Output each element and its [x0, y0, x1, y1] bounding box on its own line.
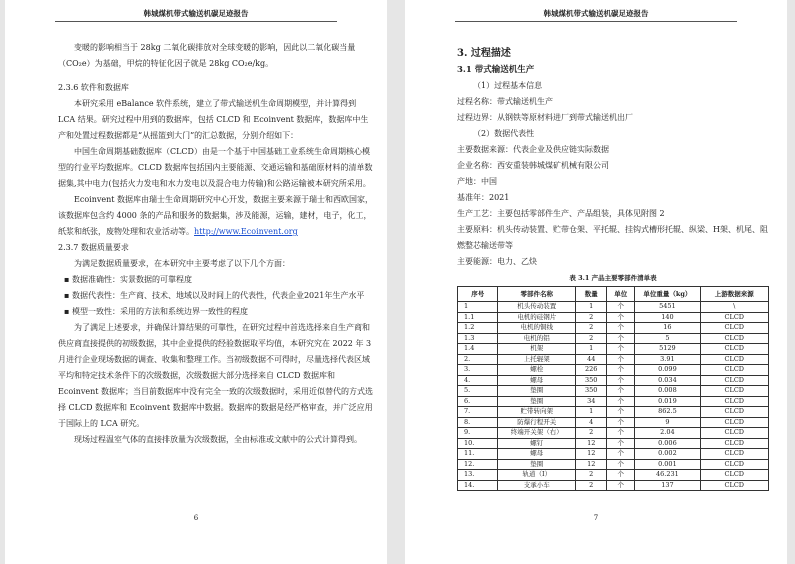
cell-index: 5.: [458, 386, 498, 397]
cell-index: 8.: [458, 417, 498, 428]
cell-source: CLCD: [700, 375, 768, 386]
page-left: [5, 0, 387, 564]
cell-index: 4.: [458, 375, 498, 386]
page-number: 6: [193, 514, 199, 522]
cell-unit: 个: [607, 407, 635, 418]
page-body: [457, 46, 769, 491]
cell-index: 13.: [458, 470, 498, 481]
cell-source: CLCD: [700, 449, 768, 460]
cell-part-name: 终端开关架（右）: [498, 428, 576, 439]
cell-unit: 个: [607, 302, 635, 313]
company-name: 企业名称：西安重装韩城煤矿机械有限公司: [457, 161, 609, 170]
section-heading: 2.3.7 数据质量要求: [58, 243, 129, 252]
clcd-paragraph: 中国生命周期基础数据库（CLCD）由是一个基于中国基础工业系统生命周期核心模型的行业平均数据库。CLCD 数据库包括国内主要能源、交通运输和基础原材料的清单数据集,其中电力(包括火力发电和水力发电以及混合电力传输)和公路运输被本研究所采用。: [58, 147, 373, 188]
cell-index: 14.: [458, 480, 498, 491]
table-row: [458, 459, 769, 470]
cell-weight: 5451: [635, 302, 700, 313]
cell-part-name: 螺栓: [498, 365, 576, 376]
table-row: [458, 333, 769, 344]
col-header-source: 上游数据来源: [700, 287, 768, 302]
origin: 产地：中国: [457, 177, 497, 186]
parts-table-body: [458, 302, 769, 491]
cell-part-name: 电机的硅钢片: [498, 312, 576, 323]
quality-intro: 为满足数据质量要求，在本研究中主要考虑了以下几个方面：: [74, 259, 290, 268]
page-number: 7: [593, 514, 599, 522]
cell-source: CLCD: [700, 428, 768, 439]
table-caption: 表 3.1 产品主要零部件清单表: [569, 274, 657, 282]
cell-weight: 0.006: [635, 438, 700, 449]
cell-unit: 个: [607, 312, 635, 323]
cell-part-name: 机架: [498, 344, 576, 355]
intro-paragraph: 变暖的影响相当于 28kg 二氧化碳排放对全球变暖的影响，因此以二氧化碳当量（CO₂e）为基础，甲烷的特征化因子就是 28kg CO₂e/kg。: [58, 43, 356, 68]
table-row: [458, 344, 769, 355]
cell-quantity: 2: [576, 428, 607, 439]
section-heading: 2.3.6 软件和数据库: [58, 83, 129, 92]
page-right: [405, 0, 787, 564]
cell-unit: 个: [607, 375, 635, 386]
production-tech: 生产工艺：主要包括零部件生产、产品组装，具体见附图 2: [457, 209, 665, 218]
cell-unit: 个: [607, 438, 635, 449]
cell-index: 7.: [458, 407, 498, 418]
cell-weight: 0.099: [635, 365, 700, 376]
cell-quantity: 1: [576, 407, 607, 418]
table-row: [458, 470, 769, 481]
cell-unit: 个: [607, 417, 635, 428]
cell-quantity: 4: [576, 417, 607, 428]
cell-source: CLCD: [700, 407, 768, 418]
cell-weight: 0.019: [635, 396, 700, 407]
quality-body: 为了满足上述要求，并确保计算结果的可靠性，在研究过程中首选选择来自生产商和供应商直接提供的初级数据，其中企业提供的经验数据取平均值，本研究究在 2022 年 3 月进行企业现场数据的调查、收集和整理工作。当初级数据不可得时，尽量选择代表区域平均和特定技术条件下的次级数据，次级数据大部分选择来自 CLCD 数据库和 Ecoinvent 数据库；当目前数据库中没有完全一致的次级数据时，采用近似替代的方式选择 CLCD 数据库和 Ecoinvent 数据库中数据。数据库的数据是经严格审查，并广泛应用于国际上的 LCA 研究。: [58, 323, 374, 428]
cell-index: 1: [458, 302, 498, 313]
cell-part-name: 支承小车: [498, 480, 576, 491]
cell-index: 12.: [458, 459, 498, 470]
table-row: [458, 428, 769, 439]
col-header-unit: 单位: [607, 287, 635, 302]
col-header-qty: 数量: [576, 287, 607, 302]
software-paragraph: 本研究采用 eBalance 软件系统，建立了带式输送机生命周期模型，并计算得到 LCA 结果。研究过程中用到的数据库，包括 CLCD 和 Ecoinvent 数据库，数据库中生产和处置过程数据都是“从摇篮到大门”的汇总数据，分别介绍如下：: [58, 99, 369, 140]
cell-index: 1.1: [458, 312, 498, 323]
table-row: [458, 449, 769, 460]
cell-source: CLCD: [700, 396, 768, 407]
cell-quantity: 1: [576, 302, 607, 313]
cell-weight: 2.04: [635, 428, 700, 439]
cell-source: CLCD: [700, 312, 768, 323]
cell-quantity: 1: [576, 344, 607, 355]
section-title: 3.1 带式输送机生产: [457, 65, 535, 75]
table-row: [458, 480, 769, 491]
cell-source: CLCD: [700, 459, 768, 470]
cell-unit: 个: [607, 449, 635, 460]
cell-quantity: 34: [576, 396, 607, 407]
table-header-row: [458, 287, 769, 302]
cell-unit: 个: [607, 344, 635, 355]
cell-quantity: 44: [576, 354, 607, 365]
cell-source: CLCD: [700, 333, 768, 344]
cell-part-name: 上托辊架: [498, 354, 576, 365]
ecoinvent-text: Ecoinvent 数据库由瑞士生命周期研究中心开发，数据主要来源于瑞士和西欧国家，该数据库包含约 4000 条的产品和服务的数据集，涉及能源，运输，建材，电子，化工，纸浆和纸张，废物处理和农业活动等。: [58, 195, 374, 236]
cell-index: 2.: [458, 354, 498, 365]
cell-weight: 3.91: [635, 354, 700, 365]
cell-unit: 个: [607, 354, 635, 365]
parts-table: [457, 286, 769, 491]
cell-weight: 137: [635, 480, 700, 491]
cell-source: CLCD: [700, 323, 768, 334]
cell-source: CLCD: [700, 365, 768, 376]
bullet-item: ▪ 数据准确性：实景数据的可靠程度: [64, 275, 192, 284]
cell-weight: 140: [635, 312, 700, 323]
cell-part-name: 机头传动装置: [498, 302, 576, 313]
table-row: [458, 365, 769, 376]
col-header-index: 序号: [458, 287, 498, 302]
cell-unit: 个: [607, 428, 635, 439]
cell-quantity: 12: [576, 449, 607, 460]
cell-quantity: 2: [576, 480, 607, 491]
cell-part-name: 轨道（I）: [498, 470, 576, 481]
table-row: [458, 302, 769, 313]
subsection-1: （1）过程基本信息: [473, 81, 543, 90]
cell-weight: 0.034: [635, 375, 700, 386]
cell-source: CLCD: [700, 480, 768, 491]
cell-part-name: 螺母: [498, 375, 576, 386]
bullet-item: ▪ 模型一致性：采用的方法和系统边界一致性的程度: [64, 307, 248, 316]
cell-part-name: 垫圈: [498, 459, 576, 470]
cell-index: 9.: [458, 428, 498, 439]
base-year: 基准年：2021: [457, 193, 510, 202]
cell-weight: 16: [635, 323, 700, 334]
cell-weight: 5129: [635, 344, 700, 355]
ecoinvent-link[interactable]: http://www.Ecoinvent.org: [194, 227, 298, 236]
table-row: [458, 438, 769, 449]
page-header: 韩城煤机带式输送机碳足迹报告: [143, 9, 249, 18]
cell-part-name: 贮带转向架: [498, 407, 576, 418]
cell-index: 1.3: [458, 333, 498, 344]
main-materials: 主要原料：机头传动装置、贮带仓架、平托辊、挂钩式槽形托辊、纵梁、H架、机尾、阻燃整芯输送带等: [457, 225, 768, 250]
cell-unit: 个: [607, 459, 635, 470]
col-header-part: 零部件名称: [498, 287, 576, 302]
cell-weight: 5: [635, 333, 700, 344]
data-source: 主要数据来源：代表企业及供应链实际数据: [457, 145, 609, 154]
table-row: [458, 323, 769, 334]
cell-index: 11.: [458, 449, 498, 460]
cell-quantity: 2: [576, 470, 607, 481]
table-row: [458, 375, 769, 386]
cell-source: \: [700, 302, 768, 313]
cell-quantity: 12: [576, 438, 607, 449]
subsection-2: （2）数据代表性: [473, 129, 535, 138]
table-row: [458, 396, 769, 407]
cell-index: 10.: [458, 438, 498, 449]
process-boundary: 过程边界：从钢铁等原材料进厂到带式输送机出厂: [457, 113, 633, 122]
cell-part-name: 螺母: [498, 449, 576, 460]
main-energy: 主要能源：电力、乙炔: [457, 257, 537, 266]
cell-index: 1.2: [458, 323, 498, 334]
cell-part-name: 防爆行程开关: [498, 417, 576, 428]
cell-weight: 0.002: [635, 449, 700, 460]
cell-quantity: 2: [576, 312, 607, 323]
cell-part-name: 电机的铜线: [498, 323, 576, 334]
process-name: 过程名称：带式输送机生产: [457, 97, 553, 106]
cell-quantity: 2: [576, 323, 607, 334]
cell-part-name: 垫圈: [498, 386, 576, 397]
table-row: [458, 386, 769, 397]
cell-unit: 个: [607, 470, 635, 481]
cell-source: CLCD: [700, 344, 768, 355]
cell-index: 6.: [458, 396, 498, 407]
col-header-weight: 单位重量（kg）: [635, 287, 700, 302]
cell-weight: 46.231: [635, 470, 700, 481]
cell-source: CLCD: [700, 417, 768, 428]
table-row: [458, 407, 769, 418]
page-body: [58, 40, 373, 448]
cell-part-name: 螺钉: [498, 438, 576, 449]
cell-quantity: 226: [576, 365, 607, 376]
cell-part-name: 垫圈: [498, 396, 576, 407]
cell-weight: 0.008: [635, 386, 700, 397]
header-rule: [55, 21, 337, 22]
table-row: [458, 354, 769, 365]
cell-unit: 个: [607, 365, 635, 376]
ecoinvent-paragraph: [58, 192, 373, 240]
cell-quantity: 12: [576, 459, 607, 470]
cell-weight: 862.5: [635, 407, 700, 418]
cell-unit: 个: [607, 323, 635, 334]
cell-source: CLCD: [700, 386, 768, 397]
cell-part-name: 电机的铝: [498, 333, 576, 344]
table-row: [458, 417, 769, 428]
cell-unit: 个: [607, 386, 635, 397]
cell-index: 3.: [458, 365, 498, 376]
cell-unit: 个: [607, 333, 635, 344]
bullet-item: ▪ 数据代表性：生产商、技术、地域以及时间上的代表性，代表企业2021年生产水平: [64, 291, 365, 300]
cell-weight: 9: [635, 417, 700, 428]
cell-source: CLCD: [700, 438, 768, 449]
header-rule: [455, 21, 737, 22]
cell-unit: 个: [607, 396, 635, 407]
cell-source: CLCD: [700, 354, 768, 365]
chapter-title: 3. 过程描述: [457, 48, 511, 59]
table-row: [458, 312, 769, 323]
cell-quantity: 350: [576, 386, 607, 397]
cell-unit: 个: [607, 480, 635, 491]
cell-weight: 0.001: [635, 459, 700, 470]
cell-index: 1.4: [458, 344, 498, 355]
final-paragraph: 现场过程温室气体的直接排放量为次级数据，全由标准或文献中的公式计算得到。: [74, 435, 362, 444]
cell-quantity: 2: [576, 333, 607, 344]
page-header: 韩城煤机带式输送机碳足迹报告: [543, 9, 649, 18]
cell-quantity: 350: [576, 375, 607, 386]
cell-source: CLCD: [700, 470, 768, 481]
